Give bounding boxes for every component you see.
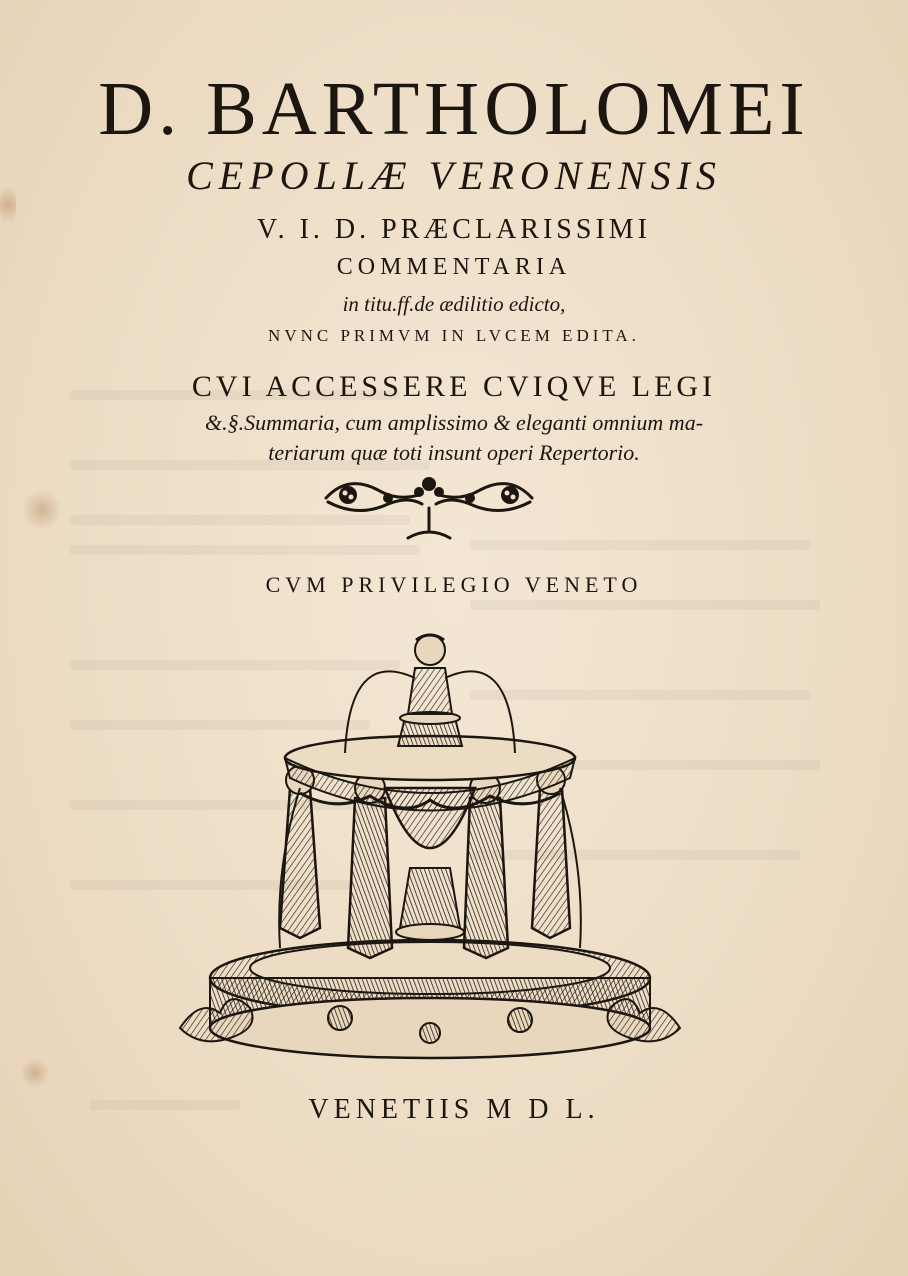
additions-line-2: teriarum quæ toti insunt operi Repertorio. [268, 440, 640, 465]
degree-line: V. I. D. PRÆCLARISSIMI [257, 214, 651, 245]
additions-heading: CVI ACCESSERE CVIQVE LEGI [191, 370, 717, 403]
work-line: COMMENTARIA [336, 254, 572, 280]
show-through [470, 600, 820, 610]
author-line-2: CEPOLLÆ VERONENSIS [186, 153, 722, 198]
imprint-line: VENETIIS M D L. [308, 1094, 600, 1125]
fleuron-ornament [318, 468, 540, 542]
fountain-woodcut [170, 628, 690, 1078]
privilege-line: CVM PRIVILEGIO VENETO [265, 572, 643, 597]
subject-line: in titu.ff.de ædilitio edicto, [342, 292, 566, 316]
author-line: D. BARTHOLOMEI [98, 67, 810, 151]
edition-line: NVNC PRIMVM IN LVCEM EDITA. [268, 326, 640, 345]
foxing-stain [22, 490, 62, 530]
foxing-stain [20, 1058, 50, 1088]
additions-line-1: &.§.Summaria, cum amplissimo & eleganti omnium ma- [204, 410, 704, 435]
show-through [70, 545, 420, 555]
